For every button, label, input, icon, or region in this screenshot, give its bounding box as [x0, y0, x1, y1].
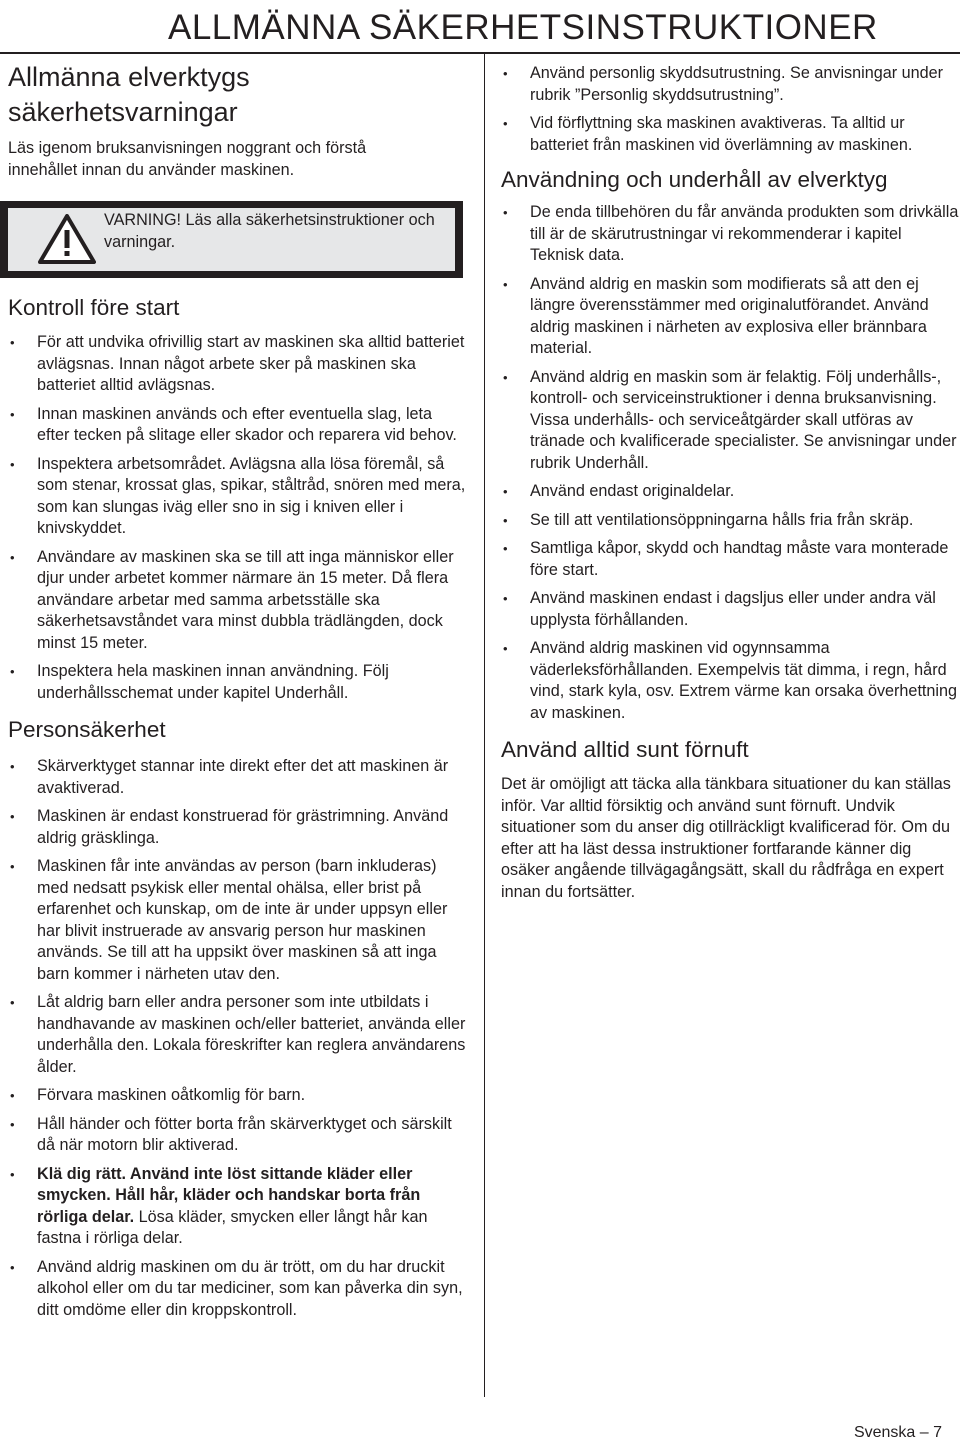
- bullet-icon: •: [503, 641, 508, 656]
- bullet-icon: •: [10, 1259, 15, 1275]
- list-item-text: Lösa kläder, smycken eller långt hår kan fastna i rörliga delar.: [37, 1207, 428, 1247]
- right-column: [501, 56, 959, 903]
- left-column: [8, 56, 468, 1321]
- list-item-text: Använd aldrig maskinen vid ogynnsamma väderleksförhållanden. Exempelvis tät dimma, i regn, hård vind, stark kyla, osv. Extrem värme kan orsaka överhettning av maskinen.: [530, 639, 958, 722]
- ppe-list: [501, 63, 959, 156]
- bullet-icon: •: [503, 369, 508, 385]
- list-item: [501, 202, 959, 267]
- list-item: [501, 638, 959, 724]
- list-item: [501, 367, 959, 475]
- list-item-text: Använd maskinen endast i dagsljus eller under andra väl upplysta förhållanden.: [530, 589, 936, 629]
- bullet-icon: •: [10, 1116, 15, 1132]
- list-item-text-bold: Klä dig rätt. Använd inte löst sittande kläder eller smycken. Håll hår, kläder och handskar borta från rörliga delar.: [37, 1164, 421, 1226]
- bullet-icon: •: [503, 116, 508, 131]
- list-item-text: Inspektera arbetsområdet. Avlägsna alla lösa föremål, så som stenar, krossat glas, spikar, ståltråd, snören med mera, som kan slungas iväg eller sno in sig i kniven eller i knivskyddet.: [37, 454, 466, 537]
- list-item: [501, 113, 959, 156]
- section-heading-general-warnings: [8, 60, 468, 130]
- header-rule: [0, 52, 960, 54]
- bullet-icon: •: [503, 66, 508, 81]
- warning-text: VARNING! Läs alla säkerhetsinstruktioner och varningar.: [104, 211, 435, 251]
- bullet-icon: •: [503, 276, 508, 292]
- list-item-text: Låt aldrig barn eller andra personer som inte utbildats i handhavande av maskinen och/eller batteriet, använda eller underhålla den. Lokala föreskrifter kan reglera användarens ålder.: [37, 993, 466, 1076]
- warning-triangle-icon: [38, 214, 96, 264]
- list-item: [501, 588, 959, 631]
- list-item-text: De enda tillbehören du får använda produkten som drivkälla till är de skärutrustningar vi rekommenderar i kapitel Teknisk data.: [530, 203, 959, 264]
- list-item: [501, 274, 959, 360]
- section-heading-kontroll: Kontroll före start: [8, 295, 180, 320]
- bullet-icon: •: [10, 995, 15, 1010]
- section-heading-person: Personsäkerhet: [8, 717, 166, 742]
- bullet-icon: •: [503, 512, 508, 528]
- list-item-text: Maskinen är endast konstruerad för grästrimning. Använd aldrig gräsklinga.: [37, 807, 449, 847]
- bullet-icon: •: [10, 335, 15, 350]
- list-item-text: Använd endast originaldelar.: [530, 482, 735, 500]
- bullet-icon: •: [503, 205, 508, 220]
- list-item: [8, 332, 468, 397]
- list-item: [8, 547, 468, 655]
- bullet-icon: •: [10, 759, 15, 774]
- heading-line-1: Allmänna elverktygs: [8, 62, 250, 92]
- list-item-text: Samtliga kåpor, skydd och handtag måste vara monterade före start.: [530, 539, 949, 579]
- intro-paragraph: Läs igenom bruksanvisningen noggrant och förstå innehållet innan du använder maskinen.: [8, 139, 367, 179]
- heading-line-2: säkerhetsvarningar: [8, 97, 238, 127]
- bullet-icon: •: [10, 859, 15, 874]
- bullet-icon: •: [503, 484, 508, 499]
- bullet-icon: •: [10, 1088, 15, 1103]
- list-item-text: Förvara maskinen oåtkomlig för barn.: [37, 1086, 306, 1104]
- list-item: [8, 1257, 468, 1322]
- list-item: [8, 404, 468, 447]
- warning-box-inner: [8, 208, 455, 271]
- bullet-icon: •: [10, 664, 15, 679]
- anvandning-list: [501, 202, 959, 724]
- list-item: [501, 510, 959, 532]
- list-item-text: Maskinen får inte användas av person (barn inkluderas) med nedsatt psykisk eller mental ohälsa, eller brist på erfarenhet och kunskap, om de inte är under uppsyn eller har blivit instruerade av ansvarig person hur maskinen används. Se till att ha uppsikt över maskinen så att inga barn kommer i närheten utav den.: [37, 857, 448, 983]
- list-item: [8, 756, 468, 799]
- warning-box: [0, 201, 463, 278]
- page-header-title: ALLMÄNNA SÄKERHETSINSTRUKTIONER: [168, 8, 878, 47]
- list-item: [8, 661, 468, 704]
- bullet-icon: •: [10, 549, 15, 565]
- list-item-text: För att undvika ofrivillig start av maskinen ska alltid batteriet avlägsnas. Innan något arbete sker på maskinen ska batteriet alltid avlägsnas.: [37, 333, 465, 394]
- section-heading-anvandning: Användning och underhåll av elverktyg: [501, 167, 888, 192]
- list-item-text: Innan maskinen används och efter eventuella slag, leta efter tecken på slitage eller skador och reparera vid behov.: [37, 404, 457, 444]
- list-item: [8, 856, 468, 985]
- list-item-text: Använd aldrig en maskin som är felaktig. Följ underhålls-, kontroll- och serviceinstruktioner i denna bruksanvisning. Vissa underhålls- och serviceåtgärder skall utföras av tränade och kvalificerade specialister. Se anvisningar under rubrik Underhåll.: [530, 367, 957, 472]
- kontroll-list: [8, 332, 468, 704]
- list-item: [8, 1164, 468, 1250]
- bullet-icon: •: [10, 456, 15, 472]
- list-item: [501, 63, 959, 106]
- column-divider: [484, 52, 485, 1397]
- sunt-paragraph: Det är omöjligt att täcka alla tänkbara situationer du kan ställas inför. Var alltid försiktig och använd sunt förnuft. Undvik situationer som du anser dig otillräckligt kvalificerad för. Om du efter att ha läst dessa instruktioner fortfarande känner dig osäker angående tillvägagångsätt, skall du rådfråga en expert innan du fortsätter.: [501, 775, 951, 901]
- list-item-text: Inspektera hela maskinen innan användning. Följ underhållsschemat under kapitel Underhåll.: [37, 662, 389, 702]
- section-heading-sunt: Använd alltid sunt förnuft: [501, 737, 749, 762]
- list-item-text: Se till att ventilationsöppningarna hålls fria från skräp.: [530, 510, 914, 529]
- list-item-text: Skärverktyget stannar inte direkt efter det att maskinen är avaktiverad.: [37, 757, 449, 797]
- list-item-text: Håll händer och fötter borta från skärverktyget och särskilt då när motorn blir aktiverad.: [37, 1114, 452, 1154]
- list-item-text: Vid förflyttning ska maskinen avaktiveras. Ta alltid ur batteriet från maskinen vid överlämning av maskinen.: [530, 114, 913, 154]
- list-item: [8, 992, 468, 1078]
- list-item-text: Använd personlig skyddsutrustning. Se anvisningar under rubrik ”Personlig skyddsutrustning”.: [530, 64, 944, 104]
- list-item: [8, 454, 468, 540]
- bullet-icon: •: [10, 809, 15, 824]
- bullet-icon: •: [10, 406, 15, 422]
- list-item: [501, 481, 959, 503]
- list-item-text: Använd aldrig maskinen om du är trött, om du har druckit alkohol eller om du tar mediciner, som kan påverka din syn, ditt omdöme eller din kroppskontroll.: [37, 1257, 463, 1319]
- bullet-icon: •: [503, 541, 508, 556]
- person-list: [8, 756, 468, 1321]
- list-item-text: Användare av maskinen ska se till att inga människor eller djur under arbetet kommer närmare än 15 meter. Då flera användare arbetar med samma arbetsställe ska säkerhetsavståndet vara minst dubbla trädlängden, dock minst 15 meter.: [37, 547, 454, 652]
- list-item: [8, 1114, 468, 1157]
- bullet-icon: •: [503, 591, 508, 606]
- list-item-text: Använd aldrig en maskin som modifierats så att den ej längre överensstämmer med originalutförandet. Använd aldrig maskinen i närheten av explosiva eller brännbara material.: [530, 274, 929, 357]
- bullet-icon: •: [10, 1166, 15, 1182]
- list-item: [8, 1085, 468, 1107]
- page-footer: Svenska – 7: [853, 1424, 942, 1441]
- list-item: [501, 538, 959, 581]
- list-item: [8, 806, 468, 849]
